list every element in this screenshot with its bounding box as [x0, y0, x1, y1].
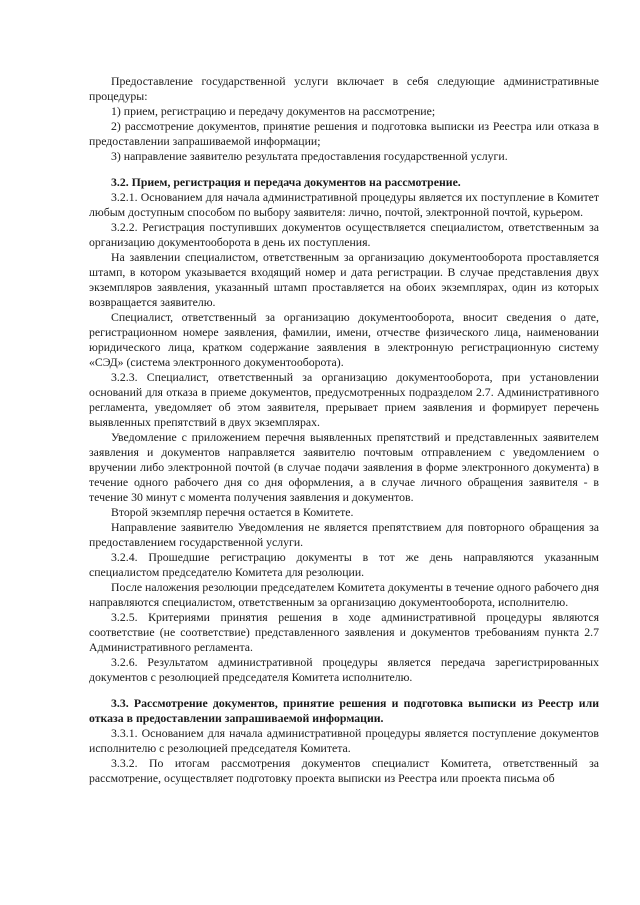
- intro-paragraph: Предоставление государственной услуги включает в себя следующие административные процедуры:: [89, 74, 599, 103]
- section-heading-3-2: 3.2. Прием, регистрация и передача документов на рассмотрение.: [111, 175, 461, 189]
- paragraph-3-2-4-resolution: После наложения резолюции председателем Комитета документы в течение одного рабочего дня направляются специалистом, ответственным за организацию документооборота, исполнителю.: [89, 580, 599, 609]
- paragraph-3-2-6: 3.2.6. Результатом административной процедуры является передача зарегистрированных документов с резолюцией председателя Комитета исполнителю.: [89, 655, 599, 684]
- paragraph-3-3-2: 3.3.2. По итогам рассмотрения документов специалист Комитета, ответственный за рассмотрение, осуществляет подготовку проекта выписки из Реестра или проекта письма об: [89, 756, 599, 785]
- paragraph-3-2-4: 3.2.4. Прошедшие регистрацию документы в тот же день направляются указанным специалистом председателю Комитета для резолюции.: [89, 550, 599, 579]
- paragraph-3-2-3-repeat: Направление заявителю Уведомления не является препятствием для повторного обращения за предоставлением государственной услуги.: [89, 520, 599, 549]
- section-heading-3-3: 3.3. Рассмотрение документов, принятие решения и подготовка выписки из Реестр или отказа в предоставлении запрашиваемой информации.: [89, 696, 599, 725]
- paragraph-3-2-3-notice: Уведомление с приложением перечня выявленных препятствий и представленных заявителем заявления и документов направляется заявителю почтовым отправлением с уведомлением о вручении либо электронной почтой (в случае подачи заявления в форме электронного документа) в течение одного рабочего дня со дня оформления, а в случае личного обращения заявителя - в течение 30 минут с момента получения заявления и документов.: [89, 430, 599, 504]
- paragraph-3-3-1: 3.3.1. Основанием для начала административной процедуры является поступление документов исполнителю с резолюцией председателя Комитета.: [89, 726, 599, 755]
- section-gap: [89, 685, 599, 696]
- paragraph-3-2-2-registration: Специалист, ответственный за организацию документооборота, вносит сведения о дате, регистрационном номере заявления, фамилии, имени, отчестве физического лица, наименовании юридического лица, кратком содержание заявления в электронную регистрационную систему «СЭД» (система электронного документооборота).: [89, 310, 599, 369]
- paragraph-3-2-5: 3.2.5. Критериями принятия решения в ходе административной процедуры являются соответствие (не соответствие) представленного заявления и документов требованиям пункта 2.7 Административного регламента.: [89, 610, 599, 654]
- document-page: [89, 74, 599, 786]
- procedure-item-3: 3) направление заявителю результата предоставления государственной услуги.: [111, 149, 508, 163]
- paragraph-3-2-3-copy: Второй экземпляр перечня остается в Комитете.: [111, 505, 354, 519]
- paragraph-3-2-3: 3.2.3. Специалист, ответственный за организацию документооборота, при установлении оснований для отказа в приеме документов, предусмотренных подразделом 2.7. Административного регламента, уведомляет об этом заявителя, прерывает прием заявления и формирует перечень выявленных препятствий в двух экземплярах.: [89, 370, 599, 429]
- paragraph-3-2-2: 3.2.2. Регистрация поступивших документов осуществляется специалистом, ответственным за организацию документооборота в день их поступления.: [89, 220, 599, 249]
- paragraph-3-2-1: 3.2.1. Основанием для начала административной процедуры является их поступление в Комитет любым доступным способом по выбору заявителя: лично, почтой, электронной почтой, курьером.: [89, 190, 599, 219]
- section-gap: [89, 164, 599, 175]
- paragraph-3-2-2-stamp: На заявлении специалистом, ответственным за организацию документооборота проставляется штамп, в котором указывается входящий номер и дата регистрации. В случае представления двух экземпляров заявления, указанный штамп проставляется на обоих экземплярах, один из которых возвращается заявителю.: [89, 250, 599, 309]
- procedure-item-1: 1) прием, регистрацию и передачу документов на рассмотрение;: [111, 104, 436, 118]
- procedure-item-2: 2) рассмотрение документов, принятие решения и подготовка выписки из Реестра или отказа в предоставлении запрашиваемой информации;: [89, 119, 599, 148]
